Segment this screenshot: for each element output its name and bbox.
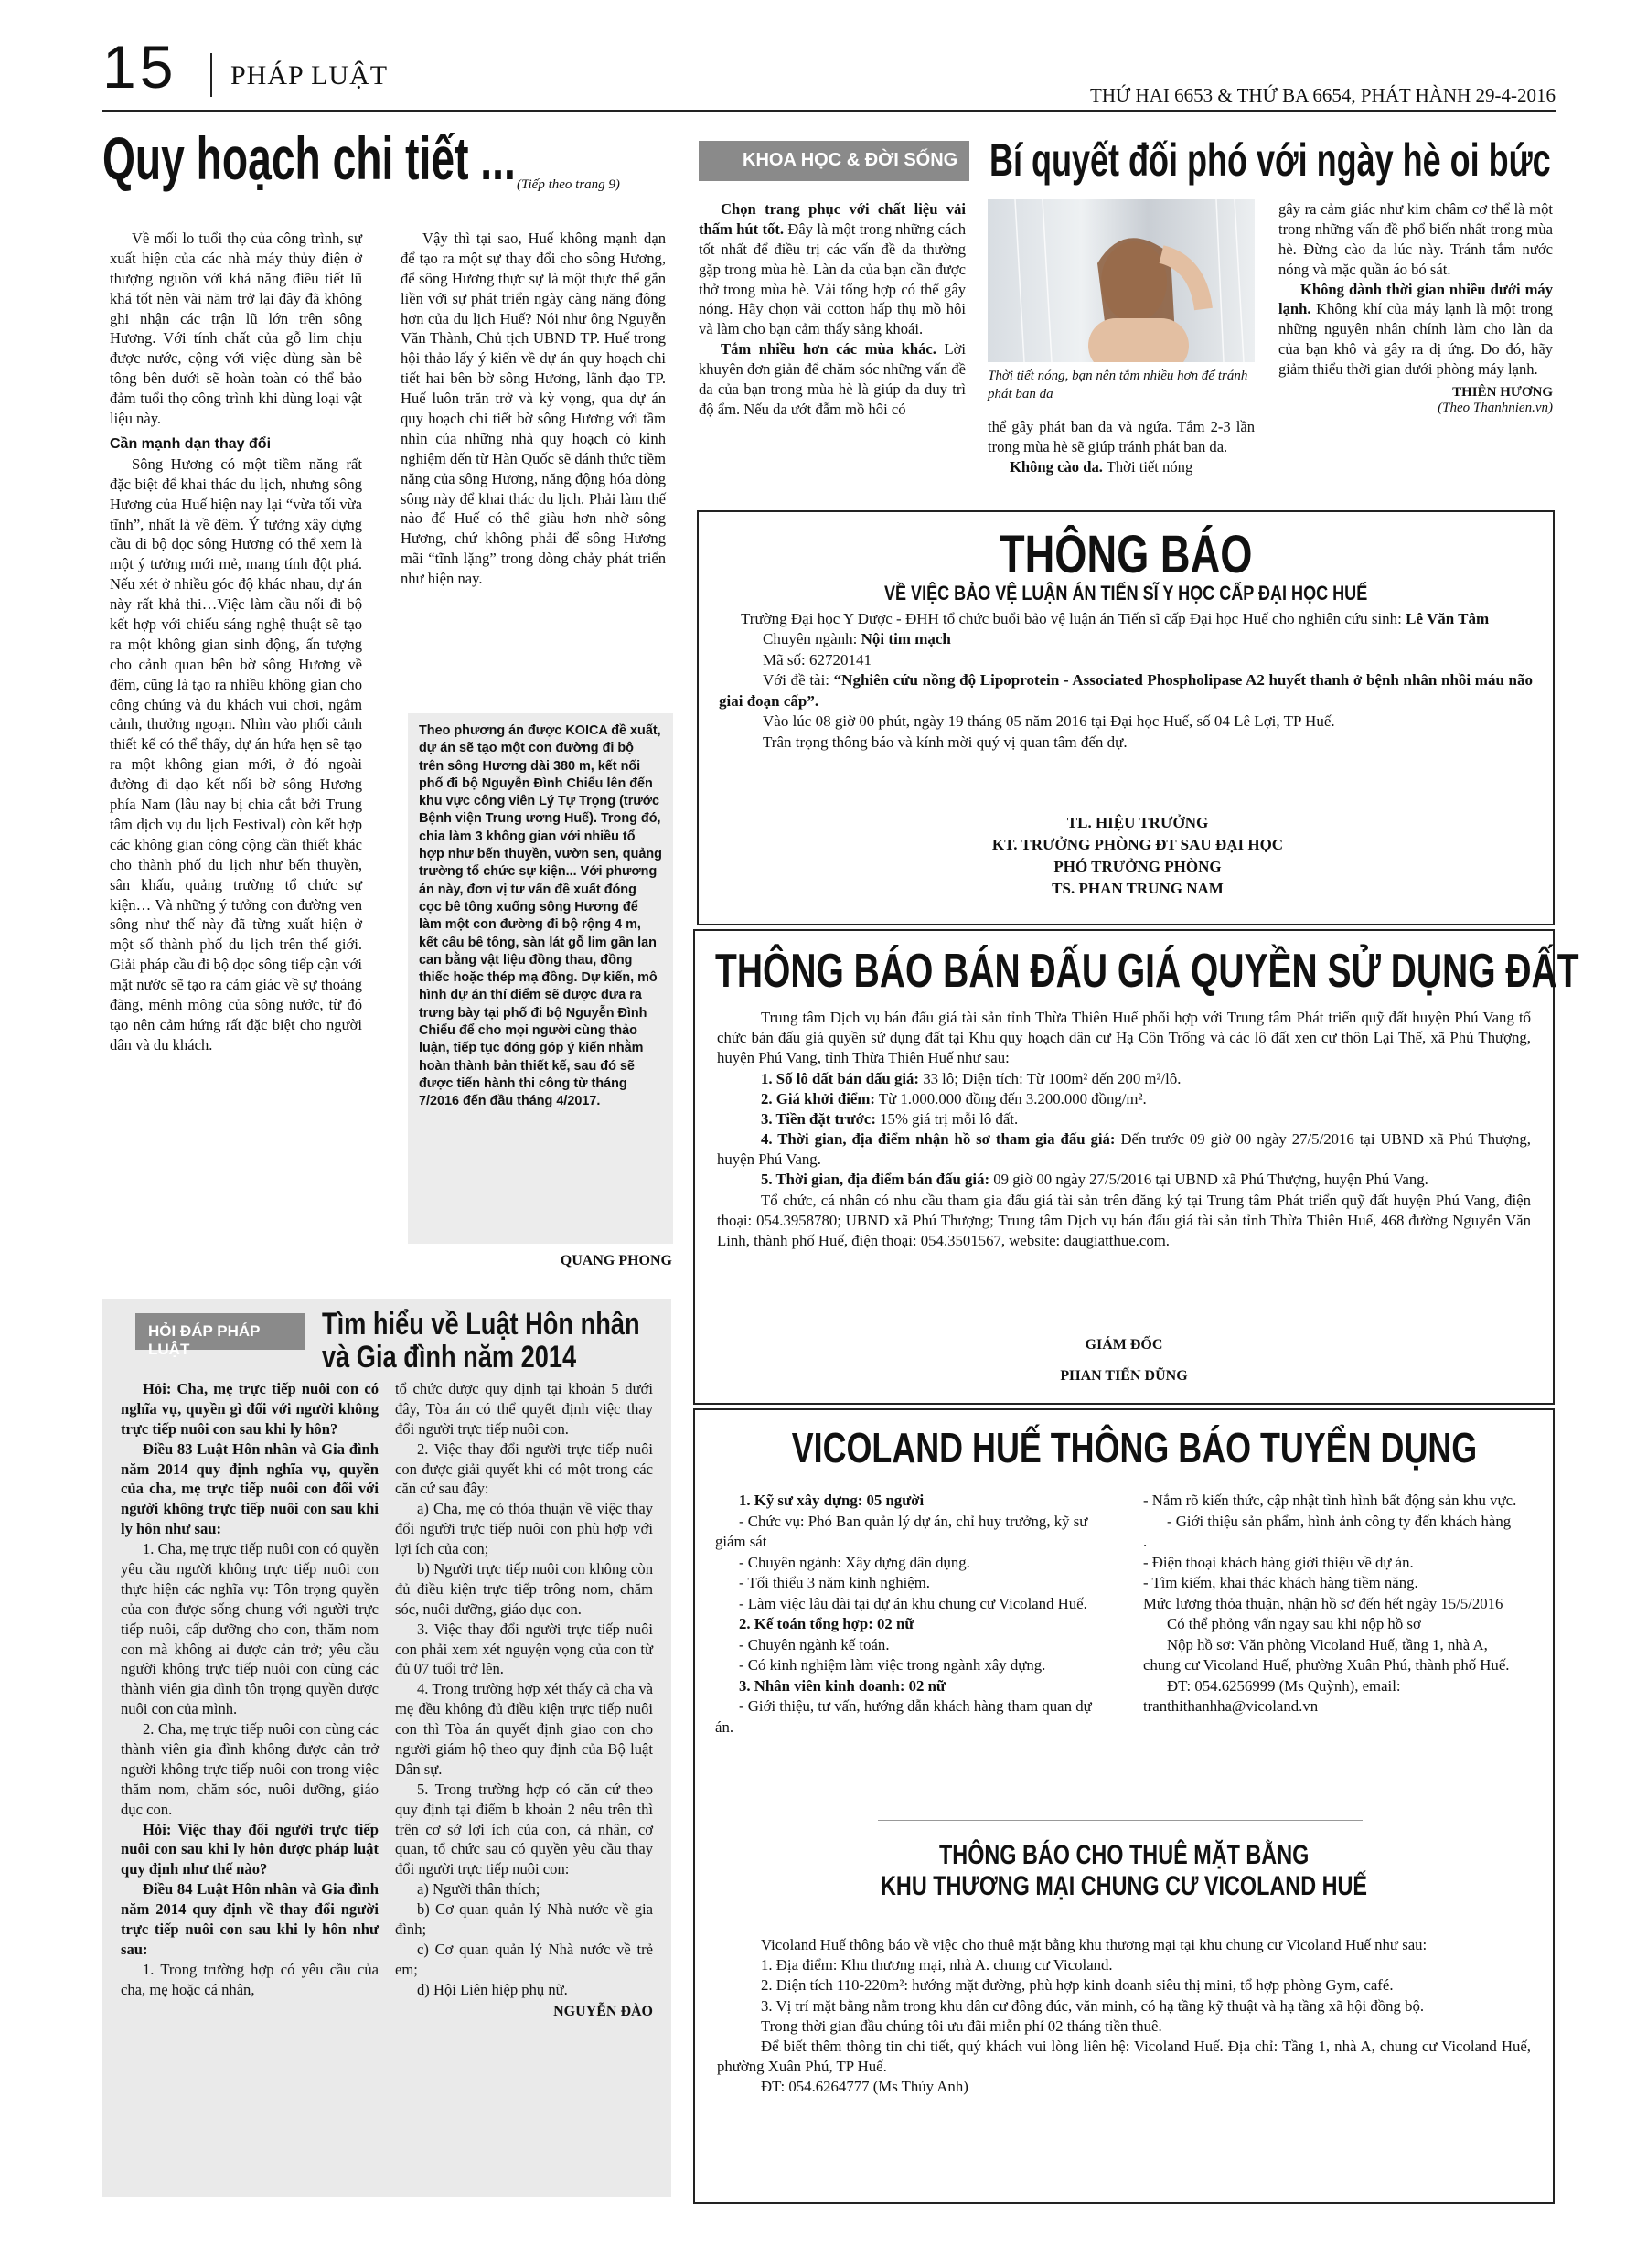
paragraph: Trong thời gian đầu chúng tôi ưu đãi miễn phí 02 tháng tiền thuê. [761, 2017, 1162, 2035]
author: QUANG PHONG [560, 1253, 672, 1268]
paragraph: Tổ chức, cá nhân có nhu cầu tham gia đấu giá tài sản trên đăng ký tại Trung tâm Phát triển quỹ đất huyện Phú Vang, điện thoại: 054.3958780; UBND xã Phú Thượng; Trung tâm Dịch vụ bán đấu giá tài sản tỉnh Thừa Thiên Huế, 468 đường Nguyễn Văn Linh, thành phố Huế, điện thoại: 054.3501567, website: daugiatthue.com. [717, 1191, 1531, 1249]
subheading: Cần mạnh dạn thay đổi [110, 435, 272, 452]
lead-in: Tắm nhiều hơn các mùa khác. [721, 340, 936, 358]
paragraph: ĐT: 054.6264777 (Ms Thúy Anh) [761, 2078, 968, 2096]
qa-title [322, 1308, 640, 1374]
photo-caption: Thời tiết nóng, bạn nên tắm nhiều hơn để tránh phát ban da [988, 369, 1248, 401]
answer-heading: Điều 84 Luật Hôn nhân và Gia đình năm 2014 quy định về thay đổi người trực tiếp nuôi con sau khi ly hôn như sau: [121, 1880, 379, 1958]
job-detail: - Nắm rõ kiến thức, cập nhật tình hình bất động sản khu vực. [1143, 1492, 1517, 1509]
lead-in: Không cào da. [1010, 457, 1103, 476]
candidate-name: Lê Văn Tâm [1406, 610, 1490, 627]
job-detail: - Tối thiểu 3 năm kinh nghiệm. [739, 1574, 930, 1591]
paragraph [719, 670, 1533, 711]
signature-block [695, 1330, 1553, 1391]
topic-value: “Nghiên cứu nồng độ Lipoprotein - Associated Phospholipase A2 huyết thanh ở bệnh nhân nhồi máu não giai đoạn cấp”. [719, 671, 1533, 710]
paragraph [719, 609, 1533, 629]
job-detail: - Tìm kiếm, khai thác khách hàng tiềm năng. [1143, 1574, 1418, 1591]
category-tag [699, 141, 969, 181]
lead-in: Chọn trang phục với chất liệu vải thấm hút tốt. [699, 200, 966, 238]
source: (Theo Thanhnien.vn) [1438, 401, 1553, 416]
paragraph: Để biết thêm thông tin chi tiết, quý khách vui lòng liên hệ: Vicoland Huế. Địa chỉ: Tầng 1, nhà A, chung cư Vicoland Huế, phường Xuân Phú, TP Huế. [717, 2037, 1531, 2076]
article-col-3 [1278, 199, 1553, 416]
list-item: 1. Số lô đất bán đấu giá: 33 lô; Diện tích: Từ 100m² đến 200 m²/lô. [761, 1069, 1182, 1087]
body-text: Không khí của máy lạnh là một trong những nguyên nhân chính làm cho làn da của bạn khô và gây ra dị ứng. Do đó, hãy giảm thiểu thời gian dưới phòng máy lạnh. [1278, 300, 1553, 379]
paragraph: 2. Việc thay đổi người trực tiếp nuôi con được giải quyết khi có một trong các căn cứ sau đây: [395, 1439, 653, 1498]
notice-title: THÔNG BÁO [999, 525, 1253, 584]
body-text: Thời tiết nóng [1106, 457, 1193, 476]
job-detail: - Chuyên ngành kế toán. [739, 1635, 890, 1653]
article-col-2 [988, 417, 1255, 477]
contact-email: tranthithanhha@vicoland.vn [1143, 1697, 1319, 1715]
paragraph: b) Người trực tiếp nuôi con không còn đủ điều kiện trực tiếp trông nom, chăm sóc, nuôi dưỡng, giáo dục con. [395, 1560, 653, 1618]
rent-title: THÔNG BÁO CHO THUÊ MẶT BẰNG KHU THƯƠNG MẠI CHUNG CƯ VICOLAND HUẾ [881, 1840, 1367, 1901]
shower-photo [988, 199, 1255, 362]
issue-info: THỨ HAI 6653 & THỨ BA 6654, PHÁT HÀNH 29-4-2016 [1090, 84, 1556, 106]
list-item: d) Hội Liên hiệp phụ nữ. [417, 1980, 568, 1998]
qa-col-2 [395, 1379, 653, 2020]
recruit-col-right [1143, 1491, 1518, 1717]
qa-col-1 [121, 1379, 379, 2000]
divider [878, 1820, 1363, 1821]
paragraph: Vào lúc 08 giờ 00 phút, ngày 19 tháng 05 năm 2016 tại Đại học Huế, số 04 Lê Lợi, TP Huế. [763, 712, 1335, 731]
paragraph: 1. Địa điểm: Khu thương mại, nhà A. chung cư Vicoland. [761, 1956, 1113, 1974]
job-detail: - Giới thiệu, tư vấn, hướng dẫn khách hàng tham quan dự án. [715, 1697, 1092, 1736]
signature-block [927, 812, 1348, 901]
paragraph: 2. Cha, mẹ trực tiếp nuôi con cùng các thành viên gia đình không được cản trở người không trực tiếp nuôi con trong việc thăm nom, chăm sóc, nuôi dưỡng, giáo dục con. [121, 1720, 379, 1818]
paragraph [699, 199, 966, 339]
notice-subtitle: VỀ VIỆC BẢO VỆ LUẬN ÁN TIẾN SĨ Y HỌC CẤP ĐẠI HỌC HUẾ [883, 582, 1368, 604]
info-box [408, 713, 673, 1244]
job-detail: - Giới thiệu sản phẩm, hình ảnh công ty đến khách hàng . [1143, 1512, 1512, 1550]
paragraph [988, 457, 1255, 477]
field-value: Nội tim mạch [861, 630, 951, 648]
article-col-2 [401, 229, 666, 589]
paragraph: 5. Trong trường hợp có căn cứ theo quy định tại điểm b khoản 2 nêu trên thì trên cơ sở lợi ích của con, cá nhân, cơ quan, tổ chức sau có quyền yêu cầu thay đổi người trực tiếp nuôi con: [395, 1780, 653, 1878]
list-item: 2. Giá khởi điểm: Từ 1.000.000 đồng đến 3.200.000 đồng/m². [761, 1089, 1147, 1107]
sig-line: PHÓ TRƯỞNG PHÒNG [1053, 858, 1222, 876]
paragraph: Vicoland Huế thông báo về việc cho thuê mặt bằng khu thương mại tại khu chung cư Vicoland Huế như sau: [761, 1936, 1428, 1953]
woman-shower-image [988, 199, 1255, 362]
sig-line: GIÁM ĐỐC [1085, 1337, 1163, 1353]
sig-line: TL. HIỆU TRƯỞNG [1066, 814, 1209, 831]
paragraph: 1. Trong trường hợp có yêu cầu của cha, mẹ hoặc cá nhân, [121, 1960, 379, 1998]
notice-box-vicoland [693, 1408, 1555, 2204]
list-item: c) Cơ quan quản lý Nhà nước về trẻ em; [395, 1940, 653, 1978]
continued-note: (Tiếp theo trang 9) [517, 177, 620, 192]
notice-title: VICOLAND HUẾ THÔNG BÁO TUYỂN DỤNG [791, 1424, 1478, 1471]
info-box-text: Theo phương án được KOICA đề xuất, dự án sẽ tạo một con đường đi bộ trên sông Hương dài 380 m, kết nối phố đi bộ Nguyễn Đình Chiểu lên đến khu vực công viên Lý Tự Trọng (trước Bệnh viện Trung ương Huế). Trong đó, chia làm 3 không gian với nhiều tổ hợp như bến thuyền, vườn sen, quảng trường tổ chức sự kiện... Với phương án này, đơn vị tư vấn đề xuất đóng cọc bê tông xuống sông Hương để làm một con đường đi bộ rộng 4 m, kết cấu bê tông, sàn lát gỗ lim gần lan can bằng vật liệu đồng thau, đồng thiếc hoặc thép mạ đồng. Dự kiến, mô hình dự án thí điểm sẽ được đưa ra trưng bày tại phố đi bộ Nguyễn Đình Chiểu để cho mọi người cùng thảo luận, tiếp tục đóng góp ý kiến nhằm hoàn thành bản thiết kế, sau đó sẽ được tiến hành thi công từ tháng 7/2016 đến đầu tháng 4/2017. [419, 723, 662, 1109]
paragraph: a) Cha, mẹ có thỏa thuận về việc thay đổi người trực tiếp nuôi con phù hợp với lợi ích của con; [395, 1500, 653, 1558]
question: Hỏi: Cha, mẹ trực tiếp nuôi con có nghĩa vụ, quyền gì đối với người không trực tiếp nuôi con sau khi ly hôn? [121, 1380, 379, 1438]
job-detail: - Điện thoại khách hàng giới thiệu về dự án. [1143, 1553, 1414, 1571]
lead-in: Không dành thời gian nhiều dưới máy lạnh. [1278, 280, 1553, 318]
job-detail: Nộp hồ sơ: Văn phòng Vicoland Huế, tầng 1, nhà A, chung cư Vicoland Huế, phường Xuân Phú, thành phố Huế. [1143, 1635, 1510, 1674]
list-item: 4. Thời gian, địa điểm nhận hồ sơ tham gia đấu giá: Đến trước 09 giờ 00 ngày 27/5/2016 tại UBND xã Phú Thượng, huyện Phú Vang. [717, 1130, 1531, 1169]
notice-title: THÔNG BÁO BÁN ĐẤU GIÁ QUYỀN SỬ DỤNG ĐẤT [715, 945, 1579, 998]
paragraph: Về mối lo tuổi thọ của công trình, sự xuất hiện của các nhà máy thủy điện ở thượng nguồn với khả năng điều tiết lũ khá tốt nên vài năm trở lại đây đã không ghi nhận các trận lũ lớn trên sông Hương. Với tính chất của gỗ lim chịu được nước, cộng với việc dùng sàn bê tông bên dưới sẽ hoàn toàn có thể bảo đảm tuổi thọ công trình khi dùng loại vật liệu này. [110, 230, 362, 428]
paragraph: Mã số: 62720141 [763, 650, 872, 669]
title-line: Tìm hiểu về Luật Hôn nhân [322, 1307, 640, 1342]
paragraph: Sông Hương có một tiềm năng rất đặc biệt để khai thác du lịch, nhưng sông Hương của Huế hiện nay lại “vừa tối vừa tĩnh”, nhất là về đêm. Ý tưởng xây dựng cầu đi bộ dọc sông Hương có thể xem là một ý tưởng mới mẻ, mang tính đột phá. Nếu xét ở nhiều góc độ khác nhau, dự án này rất khả thi…Việc làm cầu nối đi bộ kết hợp với chiếu sáng nghệ thuật sẽ tạo ra một không gian sinh động, ấn tượng cho cảnh quan bên bờ sông Hương về đêm, cũng là tạo ra nhiều không gian cho công chúng và du khách vui chơi, ngắm cảnh, thưởng ngoạn. Nhìn vào phối cảnh thiết kế có thể thấy, dự án hứa hẹn sẽ tạo ra một không gian mới, ở đó ngoài đường đi dạo kết nối bờ sông Hương phía Nam (lâu nay bị chia cắt bởi Trung tâm dịch vụ du lịch Festival) còn kết hợp các không gian công cộng cần thiết khác cho thành phố du lịch như bến thuyền, sân khấu, quảng trường tổ chức sự kiện… Và những ý tưởng con đường ven sông như thế này đã từng xuất hiện ở một số thành phố du lịch trên thế giới. Giải pháp cầu đi bộ dọc sông tiếp cận với mặt nước sẽ tạo ra cảm giác về sự thoáng đãng, mênh mông của sông nước, từ đó tạo nên cảm hứng rất đặc biệt cho người dân và du khách. [110, 455, 362, 1054]
article-title: Quy hoạch chi tiết ... [102, 124, 516, 192]
notice-box-thesis [697, 510, 1555, 925]
list-item: b) Cơ quan quản lý Nhà nước về gia đình; [395, 1900, 653, 1939]
title-line: và Gia đình năm 2014 [322, 1340, 577, 1375]
job-heading: 3. Nhân viên kinh doanh: 02 nữ [739, 1676, 946, 1695]
answer-heading: Điều 83 Luật Hôn nhân và Gia đình năm 2014 quy định nghĩa vụ, quyền của cha, mẹ trực tiếp nuôi con đối với người không trực tiếp nuôi con sau khi ly hôn như sau: [121, 1439, 379, 1538]
masthead-rule [102, 110, 1556, 112]
paragraph: Vậy thì tại sao, Huế không mạnh dạn để tạo ra một sự thay đổi cho sông Hương, để sông Hương thực sự là một thực thể gắn liền với sự phát triển ngày càng năng động hơn của du lịch Huế? Nói như ông Nguyễn Văn Thành, Chủ tịch UBND TP. Huế trong hội thảo lấy ý kiến về dự án quy hoạch chi tiết hai bên bờ sông Hương, lãnh đạo TP. Huế luôn trăn trở và kỳ vọng, qua dự án quy hoạch chi tiết bờ sông Hương với tầm nhìn của những nhà quy hoạch có kinh nghiệm đến từ Hàn Quốc sẽ đánh thức tiềm năng của sông Hương, năng động hóa dòng sông này để khai thác du lịch. Phải làm thế nào để Huế có thể giàu hơn nhờ sông Hương, chứ không phải để sông Hương mãi “tĩnh lặng” trong dòng chảy phát triển như hiện nay. [401, 230, 666, 588]
job-detail: Mức lương thỏa thuận, nhận hồ sơ đến hết ngày 15/5/2016 [1143, 1594, 1503, 1612]
notice-box-auction [693, 929, 1579, 1405]
article-title: Bí quyết đối phó với ngày hè oi bức [989, 134, 1551, 186]
job-detail: - Có kinh nghiệm làm việc trong ngành xây dựng. [739, 1656, 1046, 1674]
field-label: Chuyên ngành: [763, 630, 858, 648]
list-item: 3. Tiền đặt trước: 15% giá trị mỗi lô đất. [761, 1109, 1019, 1128]
masthead-divider [210, 53, 212, 97]
category-tag [135, 1313, 305, 1358]
body-text: Lời khuyên đơn giản để chăm sóc những vấn đề da của bạn trong mùa hè là giúp da duy trì độ ẩm. Nếu da ướt đẫm mồ hôi có [699, 340, 966, 418]
paragraph [1278, 280, 1553, 380]
paragraph [699, 339, 966, 420]
paragraph: 2. Diện tích 110-220m²: hướng mặt đường, phù hợp kinh doanh siêu thị mini, tổ hợp phòng Gym, café. [761, 1976, 1394, 1995]
job-heading: 2. Kế toán tổng hợp: 02 nữ [739, 1615, 914, 1632]
topic-label: Với đề tài: [763, 671, 830, 690]
article-col-1 [110, 229, 362, 1055]
intro: Trường Đại học Y Dược - ĐHH tổ chức buổi bảo vệ luận án Tiến sĩ cấp Đại học Huế cho nghiên cứu sinh: [741, 610, 1402, 627]
category-label: KHOA HỌC & ĐỜI SỐNG [743, 150, 958, 170]
category-label: HỎI ĐÁP PHÁP LUẬT [148, 1322, 261, 1358]
question: Hỏi: Việc thay đổi người trực tiếp nuôi con sau khi ly hôn được pháp luật quy định như thế nào? [121, 1820, 379, 1878]
body-text: Đây là một trong những cách tốt nhất để điều trị các vấn đề da thường gặp trong mùa hè. Làn da của bạn cần được thở trong mùa hè. Vải tổng hợp có thể gây nóng. Hãy chọn vải cotton hấp thụ mồ hôi và làm cho bạn cảm thấy sảng khoái. [699, 219, 967, 338]
paragraph: thể gây phát ban da và ngứa. Tắm 2-3 lần trong mùa hè sẽ giúp tránh phát ban da. [988, 418, 1255, 455]
paragraph: Trân trọng thông báo và kính mời quý vị quan tâm đến dự. [763, 733, 1128, 751]
recruit-col-left [715, 1491, 1099, 1738]
author: NGUYỄN ĐÀO [553, 2003, 653, 2019]
sig-line: KT. TRƯỞNG PHÒNG ĐT SAU ĐẠI HỌC [991, 836, 1284, 854]
page-number: 15 [102, 33, 177, 101]
contact-phone: ĐT: 054.6256999 (Ms Quỳnh), email: [1167, 1676, 1401, 1695]
section-name: PHÁP LUẬT [230, 60, 389, 91]
article-col-1 [699, 199, 966, 420]
paragraph: 3. Vị trí mặt bằng nằm trong khu dân cư đông đúc, văn minh, có hạ tầng kỹ thuật và hạ tầng xã hội đồng bộ. [761, 1996, 1425, 2015]
paragraph: tổ chức được quy định tại khoản 5 dưới đây, Tòa án có thể quyết định việc thay đổi người trực tiếp nuôi con. [395, 1380, 653, 1438]
list-item: a) Người thân thích; [417, 1880, 540, 1899]
sig-line: PHAN TIẾN DŨNG [1060, 1367, 1188, 1384]
paragraph: Trung tâm Dịch vụ bán đấu giá tài sản tỉnh Thừa Thiên Huế phối hợp với Trung tâm Phát triển quỹ đất huyện Phú Vang tổ chức bán đấu giá quyền sử dụng đất tại Khu quy hoạch dân cư Hạ Côn Trống và các lô đất xen cư thôn Lại Thế, xã Phú Thượng, huyện Phú Vang, tỉnh Thừa Thiên Huế như sau: [717, 1009, 1531, 1067]
author: THIÊN HƯƠNG [1452, 385, 1553, 401]
job-detail: - Làm việc lâu dài tại dự án khu chung cư Vicoland Huế. [739, 1594, 1087, 1612]
paragraph: 3. Việc thay đổi người trực tiếp nuôi con phải xem xét nguyện vọng của con từ đủ 07 tuổi trở lên. [395, 1620, 653, 1678]
job-heading: 1. Kỹ sư xây dựng: 05 người [739, 1492, 925, 1509]
list-item: 5. Thời gian, địa điểm bán đấu giá: 09 giờ 00 ngày 27/5/2016 tại UBND xã Phú Thượng, huyện Phú Vang. [761, 1171, 1428, 1189]
job-detail: - Chuyên ngành: Xây dựng dân dụng. [739, 1553, 970, 1571]
paragraph [719, 629, 1533, 649]
sig-line: TS. PHAN TRUNG NAM [1052, 880, 1224, 898]
paragraph: 1. Cha, mẹ trực tiếp nuôi con có quyền yêu cầu người không trực tiếp nuôi con thực hiện các nghĩa vụ: Tôn trọng quyền của con được sống chung với người trực tiếp nuôi, cấp dưỡng cho con, thăm nom con mà không ai được cản trở; yêu cầu người không trực tiếp nuôi con cùng các thành viên gia đình tôn trọng quyền được nuôi con của mình. [121, 1540, 379, 1718]
paragraph: gây ra cảm giác như kim châm cơ thể là một trong những vấn đề phổ biến nhất trong mùa hè. Đừng cào da lúc này. Tránh tắm nước nóng và mặc quần áo bó sát. [1278, 200, 1553, 278]
paragraph: 4. Trong trường hợp xét thấy cả cha và mẹ đều không đủ điều kiện trực tiếp nuôi con thì Tòa án quyết định giao con cho người giám hộ theo quy định của Bộ luật Dân sự. [395, 1680, 653, 1778]
rent-body [717, 1935, 1531, 2097]
job-detail: Có thể phỏng vấn ngay sau khi nộp hồ sơ [1167, 1615, 1421, 1632]
job-detail: - Chức vụ: Phó Ban quản lý dự án, chỉ huy trưởng, kỹ sư giám sát [715, 1512, 1088, 1550]
